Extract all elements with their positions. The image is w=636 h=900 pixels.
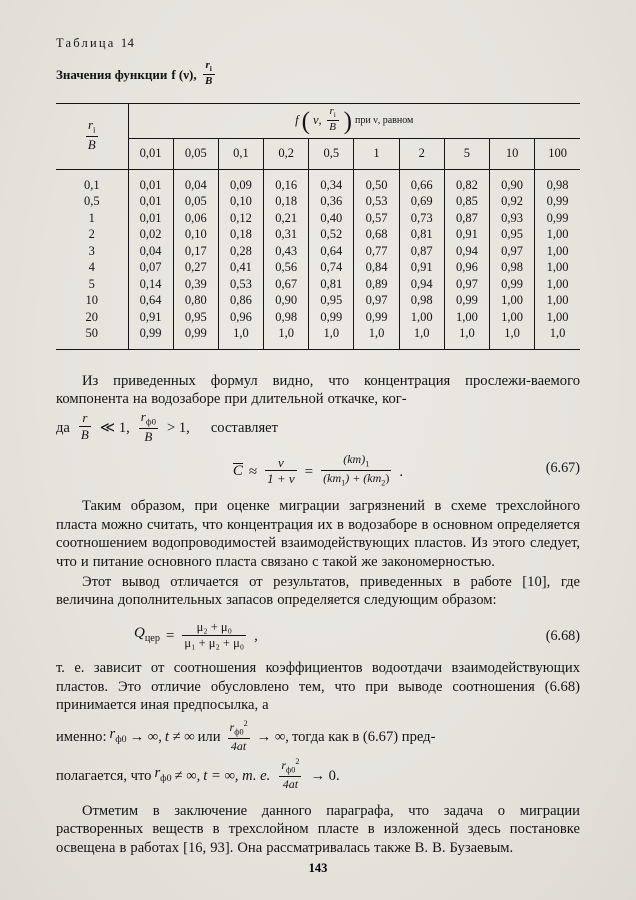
cell: 0,66 (399, 177, 444, 194)
fraction-nu (265, 456, 297, 486)
cell: 0,99 (309, 309, 354, 326)
table-title-prefix: Значения функции (56, 66, 168, 82)
paragraph-3: Этот вывод отличается от результатов, приведенных в работе [10], где величина дополнительных запасов определяется следующим образом: (56, 573, 580, 609)
fraction-denominator: 1 + ν (267, 471, 295, 487)
cell: 0,27 (173, 259, 218, 276)
cell: 1,0 (264, 325, 309, 342)
inline-fraction-r-B (79, 411, 91, 441)
cell: 0,14 (128, 276, 173, 293)
equation-period: . (399, 463, 404, 480)
condition-t-eq-inf: t = ∞, т. е. (203, 767, 271, 784)
paragraph-7: Отметим в заключение данного параграфа, что задача о миграции растворенных веществ в трехслойном пласте в изложенной здесь постановке освещена в работах [16, 93]. Она рассматривалась также В. В. Бузаевым. (56, 802, 580, 857)
fraction-numerator: $r_i$ (329, 104, 336, 119)
row-label: 10 (56, 292, 128, 309)
table-caption (56, 36, 580, 51)
cell: 0,43 (264, 243, 309, 260)
fraction-numerator: $r_{ф0}^2$ (229, 718, 248, 737)
cell: 0,36 (309, 193, 354, 210)
table-row (56, 276, 580, 293)
column-header: 0,01 (128, 138, 173, 169)
cell: 0,68 (354, 226, 399, 243)
table-caption-label: Таблица (56, 36, 116, 50)
equation-number-6-67: (6.67) (545, 460, 580, 477)
approx-sign: ≈ (248, 463, 258, 480)
row-label: 50 (56, 325, 128, 342)
table-header-function-label (128, 104, 580, 139)
symbol-rf0-2: $r_{ф0}$ (154, 764, 172, 784)
cell: 1,00 (546, 243, 569, 258)
cell: 0,21 (264, 210, 309, 227)
cell: 0,82 (444, 177, 489, 194)
cell: 0,91 (128, 309, 173, 326)
cell: 0,69 (399, 193, 444, 210)
cell: 0,77 (354, 243, 399, 260)
cell: 0,87 (399, 243, 444, 260)
fraction-numerator: μ₂ + μ₀ (196, 619, 232, 634)
cell: 0,28 (218, 243, 263, 260)
row-label: 4 (56, 259, 128, 276)
fraction-denominator: B (329, 120, 337, 133)
cell: 0,81 (309, 276, 354, 293)
row-label: 1 (56, 210, 128, 227)
cell: 0,97 (490, 243, 535, 260)
cell: 0,87 (444, 210, 489, 227)
cell: 0,81 (399, 226, 444, 243)
cell: 1,0 (354, 325, 399, 342)
paragraph-2: Таким образом, при оценке миграции загрязнений в схеме трехслойного пласта можно считать, что концентрация их в водозаборе в основном определяется соотношением водопроводимостей взаимодействующих пластов. Из этого следует, что и питание основного пласта связано с такой же закономерностью. (56, 498, 580, 570)
cell: 1,00 (546, 227, 569, 242)
cell: 0,98 (264, 309, 309, 326)
cell: 0,53 (354, 193, 399, 210)
fraction-denominator: B (87, 137, 96, 153)
cell: 0,85 (444, 193, 489, 210)
table-spacer (56, 169, 580, 177)
cell: 1,0 (490, 325, 535, 342)
cell: 0,07 (128, 259, 173, 276)
fraction-denominator: B (144, 428, 153, 444)
cell: 0,04 (128, 243, 173, 260)
cell: 1,00 (546, 309, 569, 324)
equals-sign: = (304, 463, 314, 480)
cell: 0,96 (444, 259, 489, 276)
cell: 0,99 (546, 194, 569, 209)
paragraph-1-tail: составляет (210, 419, 279, 436)
column-header: 0,2 (264, 138, 309, 169)
paragraph-5-tail: тогда как в (6.67) пред- (291, 729, 436, 746)
fraction-numerator: $(km)_1$ (343, 452, 370, 469)
fraction-numerator: $r_{ф0}^2$ (281, 757, 300, 775)
symbol-rf0: $r_{ф0}$ (109, 726, 127, 745)
cell: 1,0 (549, 326, 566, 341)
cell: 0,94 (399, 276, 444, 293)
header-fn-name: f (295, 113, 299, 128)
cell: 0,64 (128, 292, 173, 309)
cell: 1,00 (490, 292, 535, 309)
cell: 0,91 (444, 226, 489, 243)
cell: 0,98 (399, 292, 444, 309)
page-number: 143 (308, 861, 328, 875)
column-header: 5 (444, 138, 489, 169)
equation-lhs: $Q_{цер}$ (134, 625, 160, 645)
header-fn-arg: ν, (312, 113, 322, 128)
fraction-denominator: 4at (282, 777, 299, 792)
fraction-km (321, 453, 391, 488)
header-paren-open: ( (301, 107, 310, 135)
table-row (56, 243, 580, 260)
table-row (56, 193, 580, 210)
cell: 0,95 (173, 309, 218, 326)
cell: 1,0 (444, 325, 489, 342)
cell: 0,18 (264, 193, 309, 210)
cell: 0,50 (354, 177, 399, 194)
cell: 0,99 (546, 210, 569, 225)
cell: 1,00 (444, 309, 489, 326)
column-header: 1 (354, 138, 399, 169)
cell: 0,05 (173, 193, 218, 210)
cell: 0,93 (490, 210, 535, 227)
cell: 0,80 (173, 292, 218, 309)
page-content (56, 36, 580, 859)
cell: 0,90 (490, 177, 535, 194)
limit-zero: → 0. (310, 767, 340, 784)
cell: 0,95 (490, 226, 535, 243)
cell: 0,99 (354, 309, 399, 326)
fraction-mu (182, 621, 246, 650)
column-header: 2 (399, 138, 444, 169)
fraction-denominator: μ₁ + μ₂ + μ₀ (184, 635, 245, 650)
cell: 1,00 (546, 293, 569, 308)
table-header-row-2 (56, 138, 580, 169)
equals-sign: = (165, 628, 175, 645)
cell: 0,01 (128, 210, 173, 227)
equation-number-6-68: (6.68) (545, 627, 580, 644)
table-title (56, 61, 580, 89)
limit-infinity-1: → ∞, (129, 729, 162, 746)
cell: 0,06 (173, 210, 218, 227)
cell: 0,64 (309, 243, 354, 260)
table-caption-number: 14 (120, 36, 135, 50)
table-row (56, 226, 580, 243)
header-fraction (327, 106, 339, 134)
column-header: 0,05 (173, 138, 218, 169)
fraction-numerator: $r_i$ (87, 117, 96, 135)
cell: 0,01 (128, 177, 173, 194)
cell: 0,92 (490, 193, 535, 210)
equation-comma: , (254, 628, 258, 645)
function-values-table (56, 103, 580, 350)
table-row (56, 210, 580, 227)
cell: 0,39 (173, 276, 218, 293)
cell: 1,00 (490, 309, 535, 326)
cell: 0,53 (218, 276, 263, 293)
cell: 0,12 (218, 210, 263, 227)
paragraph-6 (56, 759, 580, 792)
fraction-rf0sq-4at (228, 720, 250, 753)
cell: 1,00 (399, 309, 444, 326)
paragraph-4: т. е. зависит от соотношения коэффициентов водоотдачи взаимодействующих пластов. Это отличие обусловлено тем, что при выводе соотношения (6.68) принимается иная предпосылка, а (56, 660, 580, 714)
cell: 0,52 (309, 226, 354, 243)
fraction-numerator: $r_{ф0}$ (140, 408, 156, 427)
paragraph-1: Из приведенных формул видно, что концентрация прослежи-ваемого компонента на водозаборе при длительной откачке, ког- (56, 372, 580, 408)
fraction-numerator: ν (277, 454, 284, 470)
cell: 1,0 (309, 325, 354, 342)
cell: 1,0 (399, 325, 444, 342)
column-header: 0,5 (309, 138, 354, 169)
cell: 0,94 (444, 243, 489, 260)
cell: 0,74 (309, 259, 354, 276)
cell: 0,95 (309, 292, 354, 309)
word-da: да (56, 419, 70, 436)
table-bottom-rule (56, 342, 580, 350)
fraction-rf0sq-4at-2 (279, 758, 301, 791)
cell: 0,40 (309, 210, 354, 227)
fraction-denominator: $(km_1) + (km_2)$ (323, 471, 390, 488)
row-label: 0,5 (56, 193, 128, 210)
paragraph-1-continuation (56, 408, 580, 445)
cell: 0,99 (173, 325, 218, 342)
header-fn-tail: при ν, равном (354, 115, 414, 127)
cell: 1,00 (546, 260, 569, 275)
inequality-gg: > 1, (166, 419, 190, 436)
word-ili: или (197, 729, 221, 746)
inline-fraction-rf0-B (139, 410, 158, 444)
table-row (56, 259, 580, 276)
cell: 0,10 (173, 226, 218, 243)
row-label: 0,1 (56, 177, 128, 194)
column-header: 100 (535, 138, 580, 169)
column-header: 0,1 (218, 138, 263, 169)
cell: 0,91 (399, 259, 444, 276)
cell: 0,01 (128, 193, 173, 210)
cell: 0,41 (218, 259, 263, 276)
table-row (56, 325, 580, 342)
cell: 0,96 (218, 309, 263, 326)
equation-6-68 (56, 619, 580, 651)
fraction-denominator: B (80, 427, 89, 443)
cell: 0,73 (399, 210, 444, 227)
row-label: 2 (56, 226, 128, 243)
row-label: 3 (56, 243, 128, 260)
cell: 0,97 (354, 292, 399, 309)
limit-infinity-2: → ∞, (256, 729, 289, 746)
condition-neq-inf: ≠ ∞, (174, 767, 201, 784)
fraction-numerator: r (82, 410, 88, 426)
cell: 0,97 (444, 276, 489, 293)
phrase-polagaetsya: полагается, что (56, 767, 152, 784)
cell: 0,02 (128, 226, 173, 243)
cell: 0,84 (354, 259, 399, 276)
equation-6-67 (56, 454, 580, 489)
table-row (56, 177, 580, 194)
cell: 0,31 (264, 226, 309, 243)
word-imenno: именно: (56, 729, 107, 746)
cell: 0,98 (546, 177, 569, 192)
cell: 0,57 (354, 210, 399, 227)
cell: 0,99 (444, 292, 489, 309)
cell: 0,18 (218, 226, 263, 243)
equation-lhs: C (232, 463, 243, 480)
fraction-numerator: $r_i$ (205, 59, 212, 74)
cell: 0,99 (490, 276, 535, 293)
header-paren-close: ) (343, 107, 352, 135)
cell: 0,86 (218, 292, 263, 309)
fraction-denominator: B (204, 75, 213, 88)
table-title-fraction (203, 60, 215, 88)
fraction-denominator: 4at (230, 738, 247, 753)
cell: 0,99 (128, 325, 173, 342)
cell: 0,56 (264, 259, 309, 276)
row-label: 5 (56, 276, 128, 293)
cell: 0,10 (218, 193, 263, 210)
table-title-function: f (ν), (171, 66, 197, 82)
paragraph-5 (56, 718, 580, 754)
cell: 0,34 (309, 177, 354, 194)
column-header: 10 (490, 138, 535, 169)
table-row (56, 309, 580, 326)
cell: 0,16 (264, 177, 309, 194)
table-header-row-1 (56, 104, 580, 139)
cell: 0,17 (173, 243, 218, 260)
table-row (56, 292, 580, 309)
cell: 0,98 (490, 259, 535, 276)
rowhead-fraction (86, 118, 98, 152)
row-label: 20 (56, 309, 128, 326)
table-rowhead-cell (56, 104, 128, 170)
cell: 0,04 (173, 177, 218, 194)
cell: 1,00 (546, 276, 569, 291)
cell: 0,89 (354, 276, 399, 293)
cell: 0,09 (218, 177, 263, 194)
cell: 1,0 (218, 325, 263, 342)
cell: 0,90 (264, 292, 309, 309)
inequality-ll: ≪ 1, (99, 419, 130, 436)
cell: 0,67 (264, 276, 309, 293)
condition-t-neq-inf: t ≠ ∞ (164, 729, 195, 746)
